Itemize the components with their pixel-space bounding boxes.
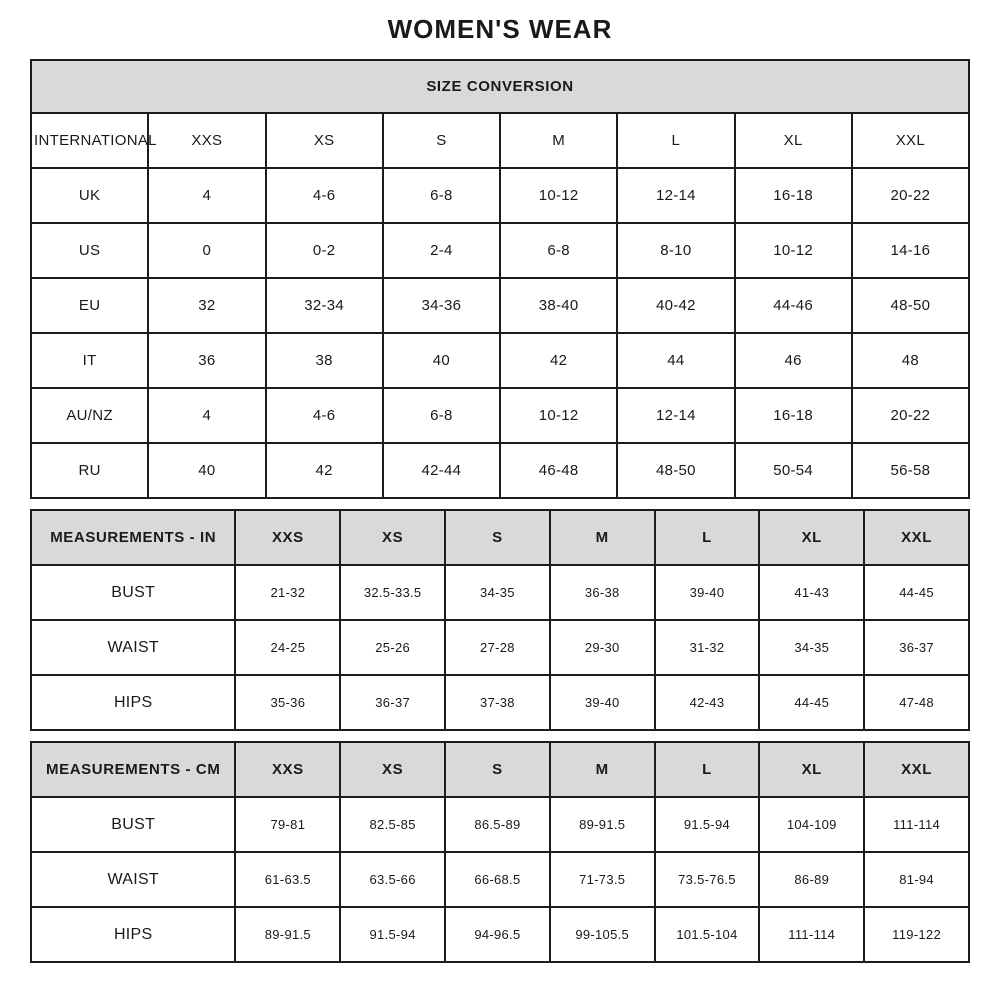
size-cell: 10-12 xyxy=(500,388,617,443)
column-header-xl: XL xyxy=(759,742,864,797)
measurement-cell: 39-40 xyxy=(655,565,760,620)
size-cell: 6-8 xyxy=(383,168,500,223)
page-title: WOMEN'S WEAR xyxy=(387,14,613,44)
measurements-in-heading: MEASUREMENTS - IN xyxy=(31,510,235,565)
column-header-row xyxy=(31,510,969,565)
size-conversion-heading: SIZE CONVERSION xyxy=(31,60,969,113)
measurement-cell: 91.5-94 xyxy=(340,907,445,962)
size-cell: 38 xyxy=(266,333,383,388)
column-header-l: L xyxy=(655,742,760,797)
measurement-cell: 86.5-89 xyxy=(445,797,550,852)
measurement-cell: 39-40 xyxy=(550,675,655,730)
table-row-hips xyxy=(31,907,969,962)
size-cell: 34-36 xyxy=(383,278,500,333)
column-header-xxl: XXL xyxy=(852,113,969,168)
measurement-cell: 89-91.5 xyxy=(550,797,655,852)
column-header-xl: XL xyxy=(759,510,864,565)
size-cell: 42-44 xyxy=(383,443,500,498)
column-header-xs: XS xyxy=(340,742,445,797)
size-cell: 14-16 xyxy=(852,223,969,278)
row-label: EU xyxy=(31,278,148,333)
measurement-cell: 42-43 xyxy=(655,675,760,730)
measurement-cell: 86-89 xyxy=(759,852,864,907)
size-cell: 16-18 xyxy=(735,388,852,443)
measurement-cell: 119-122 xyxy=(864,907,969,962)
measurement-cell: 41-43 xyxy=(759,565,864,620)
size-cell: 46 xyxy=(735,333,852,388)
measurement-cell: 111-114 xyxy=(864,797,969,852)
measurement-cell: 101.5-104 xyxy=(655,907,760,962)
measurement-cell: 63.5-66 xyxy=(340,852,445,907)
size-cell: 20-22 xyxy=(852,388,969,443)
size-cell: 4 xyxy=(148,168,265,223)
measurements-cm-table xyxy=(30,741,970,963)
size-cell: 56-58 xyxy=(852,443,969,498)
size-cell: 0 xyxy=(148,223,265,278)
column-header-xl: XL xyxy=(735,113,852,168)
measurements-cm-heading: MEASUREMENTS - CM xyxy=(31,742,235,797)
column-header-m: M xyxy=(550,510,655,565)
size-cell: 44 xyxy=(617,333,734,388)
measurement-cell: 79-81 xyxy=(235,797,340,852)
column-header-m: M xyxy=(550,742,655,797)
size-cell: 8-10 xyxy=(617,223,734,278)
column-header-s: S xyxy=(445,742,550,797)
measurement-cell: 31-32 xyxy=(655,620,760,675)
table-row-us xyxy=(31,223,969,278)
row-label: WAIST xyxy=(31,620,235,675)
measurement-cell: 91.5-94 xyxy=(655,797,760,852)
measurement-cell: 29-30 xyxy=(550,620,655,675)
measurement-cell: 81-94 xyxy=(864,852,969,907)
row-label: AU/NZ xyxy=(31,388,148,443)
size-cell: 42 xyxy=(500,333,617,388)
row-label: HIPS xyxy=(31,907,235,962)
measurement-cell: 34-35 xyxy=(445,565,550,620)
table-band-row xyxy=(31,60,969,113)
column-header-xxs: XXS xyxy=(148,113,265,168)
row-label: IT xyxy=(31,333,148,388)
measurement-cell: 37-38 xyxy=(445,675,550,730)
column-header-xxs: XXS xyxy=(235,510,340,565)
table-row-waist xyxy=(31,620,969,675)
measurement-cell: 36-38 xyxy=(550,565,655,620)
table-row-eu xyxy=(31,278,969,333)
measurement-cell: 61-63.5 xyxy=(235,852,340,907)
column-header-l: L xyxy=(617,113,734,168)
column-header-xxl: XXL xyxy=(864,510,969,565)
size-cell: 4-6 xyxy=(266,388,383,443)
size-cell: 4-6 xyxy=(266,168,383,223)
row-label: US xyxy=(31,223,148,278)
column-header-row xyxy=(31,113,969,168)
measurement-cell: 104-109 xyxy=(759,797,864,852)
size-cell: 6-8 xyxy=(500,223,617,278)
size-cell: 38-40 xyxy=(500,278,617,333)
row-label: RU xyxy=(31,443,148,498)
size-cell: 44-46 xyxy=(735,278,852,333)
measurement-cell: 73.5-76.5 xyxy=(655,852,760,907)
size-cell: 4 xyxy=(148,388,265,443)
column-header-s: S xyxy=(383,113,500,168)
column-header-international: INTERNATIONAL xyxy=(31,113,148,168)
size-cell: 46-48 xyxy=(500,443,617,498)
measurement-cell: 71-73.5 xyxy=(550,852,655,907)
measurement-cell: 111-114 xyxy=(759,907,864,962)
size-cell: 12-14 xyxy=(617,388,734,443)
size-cell: 2-4 xyxy=(383,223,500,278)
row-label: UK xyxy=(31,168,148,223)
column-header-row xyxy=(31,742,969,797)
size-cell: 32 xyxy=(148,278,265,333)
size-cell: 20-22 xyxy=(852,168,969,223)
table-row-bust xyxy=(31,565,969,620)
measurement-cell: 27-28 xyxy=(445,620,550,675)
column-header-xxs: XXS xyxy=(235,742,340,797)
row-label: BUST xyxy=(31,565,235,620)
size-cell: 48 xyxy=(852,333,969,388)
measurement-cell: 44-45 xyxy=(759,675,864,730)
size-cell: 10-12 xyxy=(735,223,852,278)
table-row-aunz xyxy=(31,388,969,443)
column-header-l: L xyxy=(655,510,760,565)
measurement-cell: 94-96.5 xyxy=(445,907,550,962)
size-cell: 40-42 xyxy=(617,278,734,333)
table-row-uk xyxy=(31,168,969,223)
column-header-s: S xyxy=(445,510,550,565)
measurement-cell: 99-105.5 xyxy=(550,907,655,962)
measurement-cell: 25-26 xyxy=(340,620,445,675)
measurement-cell: 44-45 xyxy=(864,565,969,620)
size-cell: 50-54 xyxy=(735,443,852,498)
row-label: WAIST xyxy=(31,852,235,907)
column-header-xxl: XXL xyxy=(864,742,969,797)
column-header-m: M xyxy=(500,113,617,168)
measurement-cell: 36-37 xyxy=(340,675,445,730)
measurement-cell: 89-91.5 xyxy=(235,907,340,962)
size-cell: 0-2 xyxy=(266,223,383,278)
measurement-cell: 36-37 xyxy=(864,620,969,675)
measurement-cell: 21-32 xyxy=(235,565,340,620)
size-cell: 36 xyxy=(148,333,265,388)
row-label: HIPS xyxy=(31,675,235,730)
size-cell: 16-18 xyxy=(735,168,852,223)
size-cell: 42 xyxy=(266,443,383,498)
size-cell: 10-12 xyxy=(500,168,617,223)
size-cell: 40 xyxy=(148,443,265,498)
column-header-xs: XS xyxy=(266,113,383,168)
row-label: BUST xyxy=(31,797,235,852)
measurement-cell: 82.5-85 xyxy=(340,797,445,852)
size-cell: 32-34 xyxy=(266,278,383,333)
table-row-ru xyxy=(31,443,969,498)
measurements-in-table xyxy=(30,509,970,731)
measurement-cell: 35-36 xyxy=(235,675,340,730)
size-cell: 48-50 xyxy=(617,443,734,498)
measurement-cell: 66-68.5 xyxy=(445,852,550,907)
table-row-bust xyxy=(31,797,969,852)
measurement-cell: 24-25 xyxy=(235,620,340,675)
size-conversion-table xyxy=(30,59,970,499)
table-row-waist xyxy=(31,852,969,907)
measurement-cell: 34-35 xyxy=(759,620,864,675)
size-cell: 48-50 xyxy=(852,278,969,333)
measurement-cell: 32.5-33.5 xyxy=(340,565,445,620)
size-cell: 40 xyxy=(383,333,500,388)
measurement-cell: 47-48 xyxy=(864,675,969,730)
table-row-it xyxy=(31,333,969,388)
size-cell: 6-8 xyxy=(383,388,500,443)
table-row-hips xyxy=(31,675,969,730)
column-header-xs: XS xyxy=(340,510,445,565)
size-cell: 12-14 xyxy=(617,168,734,223)
